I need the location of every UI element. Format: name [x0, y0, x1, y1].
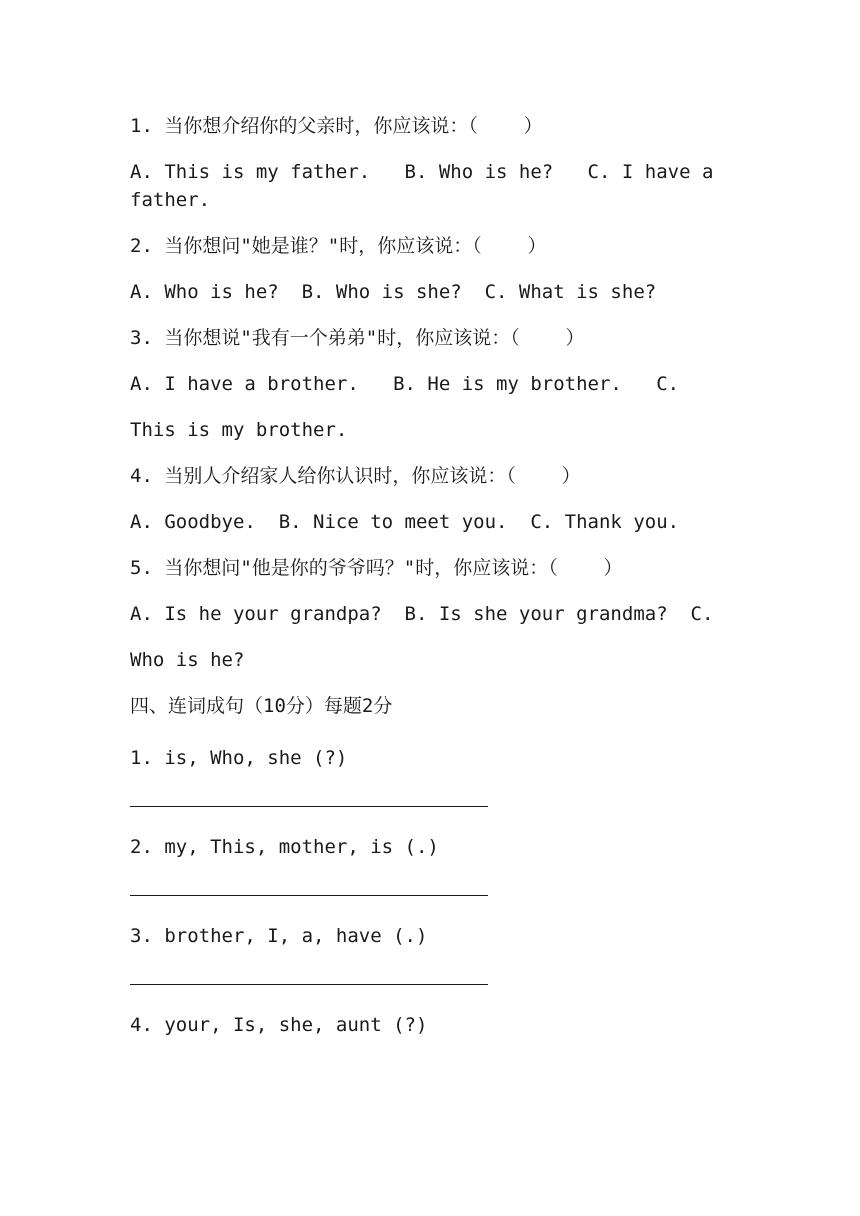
reorder-item-2: 2. my, This, mother, is (.) [130, 836, 439, 858]
question-4-options: A. Goodbye. B. Nice to meet you. C. Thank you. [130, 511, 680, 533]
section-4-title: 四、连词成句（10分）每题2分 [130, 695, 393, 717]
question-2-options: A. Who is he? B. Who is she? C. What is she? [130, 281, 657, 303]
reorder-item-4: 4. your, Is, she, aunt (?) [130, 1014, 428, 1036]
worksheet-page [130, 112, 735, 1039]
reorder-item-3: 3. brother, I, a, have (.) [130, 925, 428, 947]
question-1-prompt: 1. 当你想介绍你的父亲时，你应该说：（ ） [130, 115, 543, 137]
question-5-prompt: 5. 当你想问"他是你的爷爷吗？"时，你应该说：（ ） [130, 557, 623, 579]
question-5-options: A. Is he your grandpa? B. Is she your grandma? C. Who is he? [130, 603, 725, 671]
question-1-options: A. This is my father. B. Who is he? C. I have a father. [130, 161, 725, 211]
question-3-options: A. I have a brother. B. He is my brother. C. This is my brother. [130, 373, 691, 441]
question-2-prompt: 2. 当你想问"她是谁？"时，你应该说：（ ） [130, 235, 547, 257]
question-3-prompt: 3. 当你想说"我有一个弟弟"时，你应该说：（ ） [130, 327, 585, 349]
reorder-item-1: 1. is, Who, she (?) [130, 747, 348, 769]
question-4-prompt: 4. 当别人介绍家人给你认识时，你应该说：（ ） [130, 465, 581, 487]
